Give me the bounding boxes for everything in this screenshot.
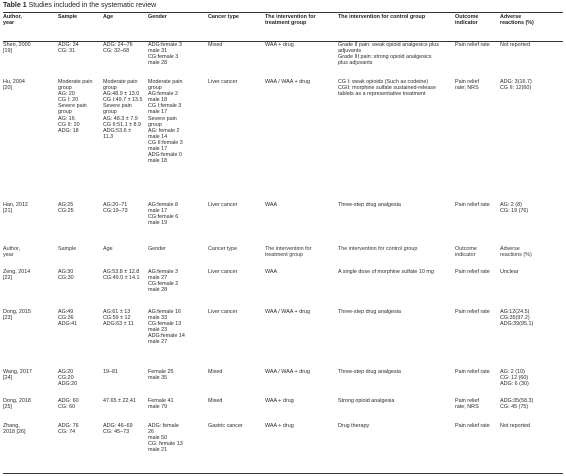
cell-line: male 17 [148,208,168,215]
cell-line: ADG:63 ± 11 [103,321,134,328]
cell-line: Hu, 2004 [3,79,25,85]
cell-line: WAA / WAA + drug [265,79,310,85]
cell-line: CG: 45–73 [103,429,130,436]
cell-line: [22] [3,275,12,282]
table-cell [500,309,533,327]
cell-line: [21] [3,208,12,215]
cell-line: WAA / WAA + drug [265,309,310,315]
cell-line: AG:48.9 ± 13.0 [103,91,140,98]
cell-line: CG I:49.7 ± 13.5 [103,97,143,104]
cell-line: male 79 [148,404,168,411]
cell-line: WAA / WAA + drug [265,369,310,375]
cell-line: Adverse [500,14,522,20]
repeat-column-header [500,246,532,258]
cell-line: rate; NRS [455,85,479,92]
cell-line: The intervention for [265,14,316,20]
cell-line: Unclear [500,269,519,275]
table-cell [208,79,237,85]
repeat-column-header [455,246,477,258]
table-cell [208,42,222,48]
cell-line: CGII: morphine sulfate sustained-release [338,85,436,92]
cell-line: AG: 48.3 ± 7.9 [103,115,138,122]
cell-line: CG:20 [58,375,74,382]
repeat-column-header [208,246,237,252]
cell-line: Pain relief rate [455,423,490,429]
table-cell [148,79,183,164]
cell-line: AG:49 [58,309,74,315]
table-cell [265,42,294,48]
cell-line: male 50 [148,435,168,442]
cell-line: male 19 [148,220,168,227]
cell-line: Liver cancer [208,309,238,315]
cell-line: tablets as a representative treatment [338,91,426,98]
repeat-column-header [265,246,311,258]
table-cell [148,369,173,381]
cell-line: AG:53.8 ± 12.8 [103,269,140,275]
cell-line: Dong, 2015 [3,309,31,315]
cell-line: group [103,109,117,116]
table-cell [3,398,31,410]
cell-line: ADG: female [148,423,179,429]
cell-line: male 33 [148,315,168,322]
cell-line: CG: 45 (75) [500,404,529,411]
cell-line: CG:female 13 [148,321,182,328]
table-header-rule [3,41,563,42]
column-header [208,14,239,20]
table-label: Table 1 [3,2,27,9]
cell-line: CG:female 2 [148,281,179,288]
repeat-column-header [3,246,20,258]
cell-line: Grade III pain: strong opioid analgesics [338,54,432,61]
cell-line: Outcome [455,14,479,20]
cell-line: male 31 [148,48,168,55]
table-cell [3,369,32,381]
table-cell [103,398,136,404]
cell-line: 2018 [26] [3,429,26,436]
cell-line: Pain relief rate [455,42,490,48]
column-header [265,14,316,26]
cell-line: group [148,85,162,92]
cell-line: AG: female 2 [148,127,180,134]
cell-line: ADG: 18 [58,127,79,134]
cell-line: Pain relief [455,398,479,404]
cell-line: WAA + drug [265,42,294,48]
repeat-column-header [58,246,76,252]
cell-line: Moderate pain [58,79,93,85]
table-cell [148,309,185,346]
cell-line: plus adjuvants [338,60,373,67]
cell-line: 11.3 [103,133,114,140]
cell-line: CG:49.0 ± 14.1 [103,275,140,282]
table-cell [58,309,77,327]
table-cell [455,369,490,375]
column-header [148,14,167,20]
table-cell [500,398,533,410]
cell-line: Female 41 [148,398,174,404]
cell-line: CG:25 [58,208,74,215]
cell-line: Zhang, [3,423,20,429]
cell-line: [19] [3,48,12,55]
cell-line: AG:female 16 [148,309,181,315]
table-cell [148,269,178,293]
cell-line: Three-step drug analgesia [338,309,401,315]
repeat-column-header [103,246,113,252]
cell-line: indicator [455,20,478,27]
table-cell [103,369,118,375]
cell-line: Gender [148,246,166,252]
table-cell [208,309,237,315]
table-cell [3,269,30,281]
cell-line: Liver cancer [208,202,238,208]
table-cell [265,423,294,429]
table-cell [500,369,529,387]
table-cell [338,309,401,315]
table-bottom-rule [3,473,563,474]
table-cell [58,269,74,281]
table-cell [455,42,490,48]
cell-line: Liver cancer [208,79,238,85]
table-cell [208,269,237,275]
cell-line: AG:25 [58,202,74,208]
cell-line: 47.65 ± 22.41 [103,398,136,404]
cell-line: Drug therapy [338,423,370,429]
cell-line: CG:36 [58,315,74,322]
cell-line: [23] [3,315,12,322]
cell-line: Author, [3,246,21,252]
table-cell [3,423,25,435]
column-header [500,14,534,26]
cell-line: Moderate pain [103,79,138,85]
cell-line: CG:59 ± 12 [103,315,131,322]
cell-line: ADG: 24–76 [103,42,133,48]
cell-line: WAA + drug [265,398,294,404]
column-header [338,14,425,20]
cell-line: Zeng, 2014 [3,269,31,275]
table-cell [3,42,31,54]
table-cell [3,309,31,321]
cell-line: CG I: 20 [58,97,79,104]
cell-line: Age [103,14,114,20]
cell-line: ADG: 34 [58,42,79,48]
cell-line: [25] [3,404,12,411]
table-caption-text: Studies included in the systematic review [28,2,157,9]
table-cell [103,202,128,214]
cell-line: Pain relief [455,79,479,85]
table-cell [3,202,28,214]
column-header [455,14,478,26]
cell-line: CG II: 20 [58,121,80,128]
cell-line: indicator [455,252,476,259]
cell-line: Han, 2012 [3,202,28,208]
table-cell [455,79,479,91]
cell-line: [24] [3,375,12,382]
table-cell [265,202,277,208]
cell-line: Cancer type [208,246,238,252]
cell-line: group [103,85,117,92]
cell-line: Shen, 2000 [3,42,31,48]
cell-line: ADG:41 [58,321,78,328]
cell-line: male 18 [148,158,168,165]
table-cell [103,309,134,327]
cell-line: AG:female 8 [148,202,178,208]
cell-line: Mixed [208,369,223,375]
cell-line: ADG: 6 (30) [500,381,529,388]
cell-line: Three-step drug analgesia [338,369,401,375]
cell-line: ADG:female 3 [148,42,182,48]
cell-line: WAA [265,269,278,275]
cell-line: ADG: 3(16.7) [500,79,532,85]
cell-line: Moderate pain [148,79,183,85]
cell-line: Dong, 2018 [3,398,31,404]
cell-line: Sample [58,14,78,20]
cell-line: Sample [58,246,77,252]
cell-line: Liver cancer [208,269,238,275]
cell-line: CG II:51.1 ± 8.9 [103,121,142,128]
repeat-column-header [148,246,166,252]
table-cell [3,79,25,91]
table-cell [265,79,310,85]
table-cell [58,369,77,387]
cell-line: AG:female 3 [148,269,178,275]
cell-line: AG:20–71 [103,202,128,208]
cell-line: male 17 [148,109,168,116]
cell-line: CG:female 6 [148,214,179,221]
table-cell [208,398,222,404]
table-cell [338,202,401,208]
table-cell [338,398,394,404]
cell-line: treatment group [265,20,307,27]
cell-line: 19–81 [103,369,118,375]
cell-line: CG:female 3 [148,54,179,61]
cell-line: CG: 12 (60) [500,375,529,382]
cell-line: CG: 32–68 [103,48,130,55]
table-cell [338,42,439,66]
cell-line: Grade II pain: weak opioid analgesics plus [338,42,439,48]
cell-line: treatment group [265,252,304,259]
cell-line: CG: 19 (76) [500,208,529,215]
cell-line: CG: 74 [58,429,76,436]
table-cell [208,202,237,208]
cell-line: Mixed [208,42,223,48]
cell-line: adjuvants [338,48,362,55]
cell-line: CG I: weak opioids (Such as codeine) [338,79,429,85]
cell-line: reactions (%) [500,20,534,27]
cell-line: Strong opioid analgesia [338,398,395,404]
cell-line: The intervention for [265,246,312,252]
table-cell [103,42,133,54]
cell-line: CG:35(97.2) [500,315,530,322]
cell-line: year [3,20,15,27]
column-header [58,14,77,20]
table-cell [500,423,530,429]
cell-line: AG: 2 (10) [500,369,525,375]
cell-line: Cancer type [208,14,239,20]
table-cell [148,398,173,410]
table-cell [58,398,79,410]
cell-line: ADG: 60 [58,398,79,404]
cell-line: A single dose of morphine sulfate 10 mg [338,269,434,275]
cell-line: WAA [265,202,278,208]
cell-line: ADG:53.6 ± [103,127,132,134]
cell-line: male 27 [148,339,168,346]
cell-line: ADG:35(58.3) [500,398,534,404]
table-cell [500,269,519,275]
cell-line: male 23 [148,327,168,334]
table-cell [338,423,369,429]
cell-line: AG: 20 [58,91,75,98]
cell-line: ADG: 46–69 [103,423,133,429]
cell-line: AG: 2 (8) [500,202,522,208]
column-header [103,14,113,20]
cell-line: The intervention for control group [338,14,426,20]
table-cell [455,423,490,429]
table-cell [338,79,436,97]
table-cell [338,269,434,275]
cell-line: 26 [148,429,154,436]
cell-line: [20] [3,85,12,92]
cell-line: reactions (%) [500,252,532,259]
cell-line: Age [103,246,113,252]
cell-line: Severe pain [103,103,132,110]
table-cell [208,369,222,375]
table-cell [500,202,528,214]
cell-line: Mixed [208,398,223,404]
cell-line: CG II: 12(60) [500,85,532,92]
cell-line: male 27 [148,275,168,282]
cell-line: AG:female 2 [148,91,178,98]
table-cell [338,369,401,375]
table-cell [455,202,490,208]
table-cell [103,269,140,281]
cell-line: AG: 16 [58,115,75,122]
cell-line: Outcome [455,246,477,252]
cell-line: Female 25 [148,369,174,375]
table-cell [265,398,294,404]
table-cell [500,79,532,91]
cell-line: group [148,121,162,128]
table-cell [103,423,133,435]
cell-line: ADG: 76 [58,423,79,429]
cell-line: male 28 [148,287,168,294]
cell-line: Author, [3,14,22,20]
cell-line: AG:30 [58,269,74,275]
column-header [3,14,22,26]
cell-line: Wang, 2017 [3,369,32,375]
repeat-column-header [338,246,417,252]
cell-line: group [58,85,72,92]
cell-line: AG:61 ± 13 [103,309,131,315]
table-caption [3,2,156,9]
cell-line: CG: 60 [58,404,76,411]
cell-line: Severe pain [148,115,177,122]
cell-line: ADG:20 [58,381,78,388]
table-cell [208,423,243,429]
cell-line: The intervention for control group [338,246,418,252]
table-cell [455,398,479,410]
table-cell [148,42,182,66]
cell-line: Gender [148,14,167,20]
table-cell [265,309,310,315]
table-cell [58,202,74,214]
table-top-rule [3,12,563,13]
cell-line: Not reported [500,423,530,429]
table-cell [455,309,490,315]
cell-line: male 14 [148,133,168,140]
cell-line: Adverse [500,246,520,252]
table-cell [58,79,92,134]
cell-line: Gastric cancer [208,423,243,429]
cell-line: ADG:39(95.1) [500,321,534,328]
cell-line: male 17 [148,146,168,153]
cell-line: AG:12(24.5) [500,309,530,315]
cell-line: Pain relief rate [455,369,490,375]
table-cell [455,269,490,275]
cell-line: male 18 [148,97,168,104]
cell-line: Three-step drug analgesia [338,202,401,208]
table-cell [58,42,79,54]
cell-line: ADG:female 14 [148,333,185,340]
table-cell [500,42,530,48]
cell-line: Pain relief rate [455,309,490,315]
cell-line: male 21 [148,447,168,454]
cell-line: male 35 [148,375,168,382]
table-cell [148,423,183,453]
cell-line: year [3,252,14,259]
cell-line: AG:20 [58,369,74,375]
cell-line: male 28 [148,60,168,67]
cell-line: Severe pain [58,103,87,110]
cell-line: Not reported [500,42,530,48]
table-cell [265,369,310,375]
cell-line: CG I:female 3 [148,103,182,110]
cell-line: CG II:female 3 [148,139,183,146]
table-cell [148,202,178,226]
cell-line: Pain relief rate [455,269,490,275]
cell-line: Pain relief rate [455,202,490,208]
table-cell [265,269,277,275]
cell-line: CG: 31 [58,48,76,55]
table-cell [58,423,79,435]
table-cell [103,79,143,140]
cell-line: group [58,109,72,116]
cell-line: ADG:female 0 [148,152,182,159]
cell-line: CG: female 13 [148,441,183,448]
cell-line: CG:30 [58,275,74,282]
cell-line: WAA + drug [265,423,294,429]
cell-line: rate; NRS [455,404,479,411]
cell-line: CG:19–73 [103,208,128,215]
